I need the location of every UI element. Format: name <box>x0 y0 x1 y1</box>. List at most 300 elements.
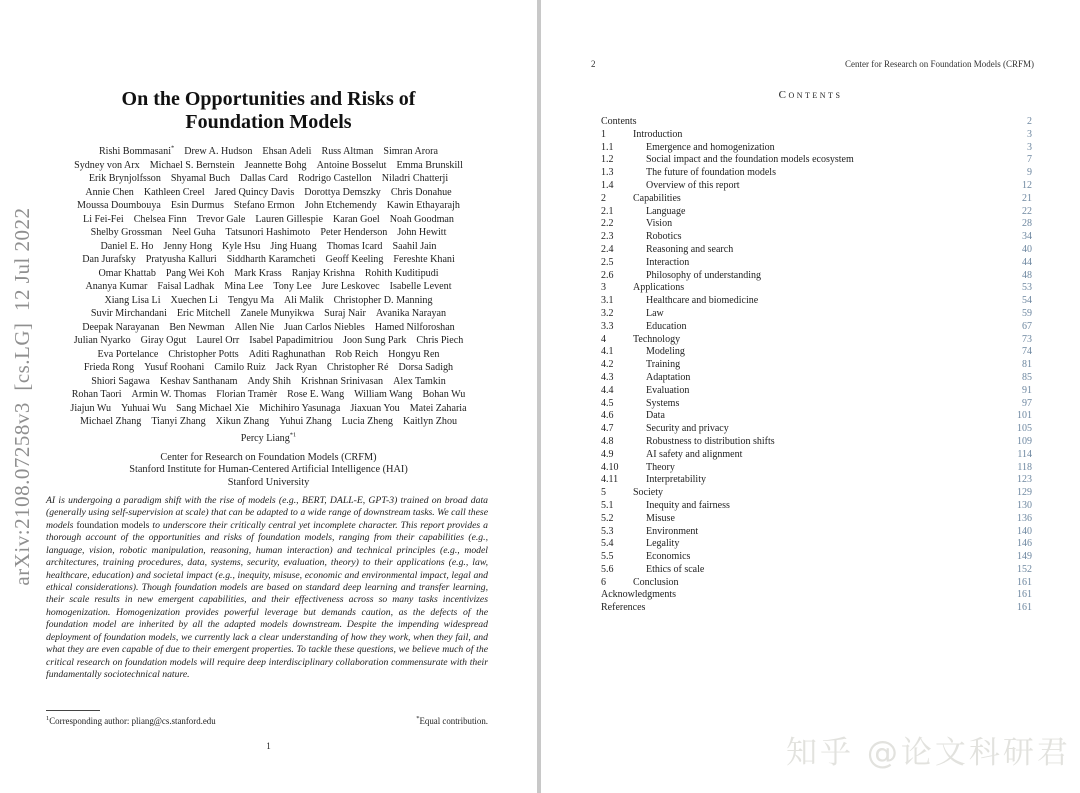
author-name: Rose E. Wang <box>287 389 345 401</box>
running-header <box>591 59 1034 69</box>
toc-entry-label: Data <box>646 410 665 422</box>
toc-entry-number: 4.7 <box>601 423 614 435</box>
author-name: Thomas Icard <box>326 240 383 252</box>
author-name: Yusuf Roohani <box>144 362 205 374</box>
author-name: Eric Mitchell <box>176 308 231 320</box>
toc-entry-number: 4.5 <box>601 397 614 409</box>
toc-entry-page[interactable]: 97 <box>1022 397 1032 409</box>
author-line <box>0 334 537 348</box>
toc-entry[interactable] <box>601 474 1032 487</box>
toc-entry-page[interactable]: 67 <box>1022 320 1032 332</box>
toc-entry-number: 3.2 <box>601 307 614 319</box>
toc-entry-label: Inequity and fairness <box>646 499 730 511</box>
page-number-right: 2 <box>591 59 596 69</box>
toc-entry[interactable] <box>601 500 1032 513</box>
author-name: Ranjay Krishna <box>291 267 355 279</box>
toc-entry-label: Conclusion <box>633 576 679 588</box>
author-name: Xiang Lisa Li <box>104 294 161 306</box>
author-line <box>0 172 537 186</box>
author-name: Jure Leskovec <box>321 281 380 293</box>
toc-entry-number: 1.4 <box>601 179 614 191</box>
author-name: Chris Piech <box>416 335 464 347</box>
author-name: Jiajun Wu <box>70 402 112 414</box>
author-line <box>0 294 537 308</box>
contents-heading: Contents <box>778 89 843 101</box>
toc-entry-label: Society <box>633 487 663 499</box>
toc-entry-number: 5.3 <box>601 525 614 537</box>
toc-entry-page[interactable]: 59 <box>1022 307 1032 319</box>
toc-entry-page[interactable]: 146 <box>1017 538 1032 550</box>
toc-entry[interactable] <box>601 270 1032 283</box>
author-line <box>0 253 537 267</box>
toc-entry-page[interactable]: 149 <box>1017 551 1032 563</box>
author-name: Tengyu Ma <box>227 294 275 306</box>
author-line <box>0 375 537 389</box>
toc-entry[interactable] <box>601 334 1032 347</box>
toc-entry-number: 5.1 <box>601 499 614 511</box>
author-name: Zanele Munyikwa <box>240 308 315 320</box>
author-name: Esin Durmus <box>170 200 224 212</box>
toc-entry-number: 4.8 <box>601 435 614 447</box>
author-name: Fereshte Khani <box>393 254 455 266</box>
author-name: Suraj Nair <box>324 308 366 320</box>
affiliation-line: Stanford Institute for Human-Centered Artificial Intelligence (HAI) <box>129 464 408 476</box>
toc-entry-page[interactable]: 118 <box>1017 461 1032 473</box>
author-name: John Hewitt <box>397 227 447 239</box>
toc-list <box>601 116 1032 615</box>
toc-entry-label: Theory <box>646 461 675 473</box>
author-name: Neel Guha <box>172 227 216 239</box>
author-line <box>0 267 537 281</box>
author-name: Rodrigo Castellon <box>297 173 372 185</box>
author-name: Mark Krass <box>234 267 282 279</box>
toc-entry[interactable] <box>601 244 1032 257</box>
author-name: Chelsea Finn <box>133 213 187 225</box>
author-name: Florian Tramèr <box>216 389 278 401</box>
author-name: Daniel E. Ho <box>100 240 154 252</box>
author-name: Joon Sung Park <box>343 335 407 347</box>
author-line <box>0 240 537 254</box>
toc-entry[interactable] <box>601 423 1032 436</box>
toc-entry[interactable] <box>601 295 1032 308</box>
author-name: Antoine Bosselut <box>316 159 387 171</box>
toc-entry-page[interactable]: 9 <box>1027 167 1032 179</box>
author-name: Sang Michael Xie <box>176 402 250 414</box>
author-name: Mina Lee <box>224 281 264 293</box>
toc-entry-page[interactable]: 114 <box>1017 448 1032 460</box>
author-name: Ben Newman <box>169 321 225 333</box>
toc-entry-page[interactable]: 161 <box>1017 576 1032 588</box>
author-name: Aditi Raghunathan <box>248 348 326 360</box>
toc-entry-number: 5.4 <box>601 538 614 550</box>
toc-entry-number: 4.10 <box>601 461 619 473</box>
author-name: Hongyu Ren <box>388 348 440 360</box>
author-name: Matei Zaharia <box>409 402 467 414</box>
author-name: Karan Goel <box>332 213 380 225</box>
toc-entry-number: 4.6 <box>601 410 614 422</box>
toc-entry-number: 2.1 <box>601 205 614 217</box>
author-line <box>0 199 537 213</box>
author-name: Omar Khattab <box>98 267 156 279</box>
toc-entry[interactable] <box>601 129 1032 142</box>
running-header-title: Center for Research on Foundation Models (CRFM) <box>845 59 1034 69</box>
toc-entry[interactable] <box>601 346 1032 359</box>
author-name: Kaitlyn Zhou <box>402 416 458 428</box>
toc-entry-page[interactable]: 161 <box>1017 589 1032 601</box>
toc-entry-page[interactable]: 105 <box>1017 423 1032 435</box>
author-name: Tony Lee <box>273 281 312 293</box>
author-name: Ali Malik <box>284 294 324 306</box>
author-name: Chris Donahue <box>390 186 452 198</box>
author-name: Rishi Bommasani* <box>98 145 175 158</box>
toc-entry[interactable] <box>601 577 1032 590</box>
toc-entry-number: 3.1 <box>601 295 614 307</box>
author-name: Keshav Santhanam <box>159 375 238 387</box>
author-name: Armin W. Thomas <box>131 389 207 401</box>
toc-entry[interactable] <box>601 487 1032 500</box>
toc-entry-page[interactable]: 73 <box>1022 333 1032 345</box>
toc-entry-label: Interpretability <box>646 474 706 486</box>
author-name: Christopher Potts <box>168 348 239 360</box>
toc-entry-page[interactable]: 54 <box>1022 295 1032 307</box>
toc-entry-number: 3 <box>601 282 606 294</box>
abstract-text-2: to underscore their critically central yet incomplete character. This report provides a thorough account of the opportunities and risks of foundation models, ranging from their capabilities (e.g., language, vision, robotic manipulation, reasoning, human interaction) and technical principles (e.g., model architectures, training procedures, data, systems, security, evaluation, theory) to their applications (e.g., law, healthcare, education) and societal impact (e.g., inequity, misuse, economic and environmental impact, legal and ethical considerations). Though foundation models are based on standard deep learning and transfer learning, their scale results in new emergent capabilities, and their effectiveness across so many tasks incentivizes homogenization. Homogenization provides powerful leverage but demands caution, as the defects of the foundation model are inherited by all the adapted models downstream. Despite the impending widespread deployment of foundation models, we currently lack a clear understanding of how they work, when they fail, and what they are even capable of due to their emergent properties. To tackle these questions, we believe much of the critical research on foundation models will require deep interdisciplinary collaboration commensurate with their fundamentally sociotechnical nature. <box>46 519 488 681</box>
author-name: Frieda Rong <box>83 362 135 374</box>
footnote-corresponding-author: $^1$Corresponding author: pliang@cs.stanford.edu <box>46 715 216 726</box>
toc-entry[interactable] <box>601 154 1032 167</box>
author-name: Russ Altman <box>321 146 374 158</box>
author-name: Michihiro Yasunaga <box>259 402 341 414</box>
toc-entry[interactable] <box>601 462 1032 475</box>
toc-entry[interactable] <box>601 410 1032 423</box>
toc-entry-page[interactable]: 140 <box>1017 525 1032 537</box>
toc-entry-number: 5.5 <box>601 551 614 563</box>
author-line <box>0 361 537 375</box>
page-number-left: 1 <box>266 741 271 751</box>
toc-entry-number: 1.3 <box>601 167 614 179</box>
author-name: Dorsa Sadigh <box>398 362 454 374</box>
affiliation-block <box>0 452 537 490</box>
toc-entry-number: 5 <box>601 487 606 499</box>
author-name: Jeannette Bohg <box>244 159 307 171</box>
author-name: Michael S. Bernstein <box>149 159 235 171</box>
toc-entry[interactable] <box>601 398 1032 411</box>
toc-entry-label: Systems <box>646 397 680 409</box>
arxiv-stamp: arXiv:2108.07258v3 [cs.LG] 12 Jul 2022 <box>10 207 34 586</box>
toc-entry-page[interactable]: 28 <box>1022 218 1032 230</box>
toc-entry-label: Education <box>646 320 687 332</box>
author-name: Kawin Ethayarajh <box>386 200 460 212</box>
title-page <box>0 0 537 793</box>
author-name: Shiori Sagawa <box>91 375 150 387</box>
author-name: Sydney von Arx <box>74 159 140 171</box>
author-name: Christopher D. Manning <box>333 294 433 306</box>
author-name: Kyle Hsu <box>222 240 261 252</box>
author-name: Laurel Orr <box>196 335 240 347</box>
toc-entry-number: 6 <box>601 576 606 588</box>
zhihu-watermark: 知乎 @论文科研君 <box>786 735 1071 771</box>
toc-entry-page[interactable]: 34 <box>1022 231 1032 243</box>
toc-entry-page[interactable]: 161 <box>1017 602 1032 614</box>
author-name: Xikun Zhang <box>215 416 270 428</box>
toc-entry[interactable] <box>601 538 1032 551</box>
toc-entry-number: 2 <box>601 192 606 204</box>
toc-entry-label: Emergence and homogenization <box>646 141 775 153</box>
toc-entry-page[interactable]: 129 <box>1017 487 1032 499</box>
toc-entry-page[interactable]: 74 <box>1022 346 1032 358</box>
author-name: Eva Portelance <box>97 348 159 360</box>
author-line <box>0 321 537 335</box>
toc-entry-page[interactable]: 22 <box>1022 205 1032 217</box>
author-name: Shyamal Buch <box>170 173 231 185</box>
toc-entry-number: 3.3 <box>601 320 614 332</box>
toc-entry-number: 1.2 <box>601 154 614 166</box>
toc-entry-page[interactable]: 3 <box>1027 128 1032 140</box>
author-name: Saahil Jain <box>392 240 437 252</box>
toc-entry[interactable] <box>601 116 1032 129</box>
author-line <box>0 348 537 362</box>
author-line <box>0 226 537 240</box>
author-line <box>0 142 537 159</box>
footnote-equal-contribution: *Equal contribution. <box>416 715 488 726</box>
toc-entry-label: Interaction <box>646 256 690 268</box>
author-name: Rohan Taori <box>71 389 122 401</box>
author-name: Pratyusha Kalluri <box>145 254 217 266</box>
author-name: Noah Goodman <box>389 213 454 225</box>
toc-entry-page[interactable]: 53 <box>1022 282 1032 294</box>
toc-entry-label: Technology <box>633 333 681 345</box>
author-line <box>0 388 537 402</box>
toc-entry-number: 2.5 <box>601 256 614 268</box>
toc-entry-label: Applications <box>633 282 685 294</box>
author-name: Camilo Ruiz <box>214 362 266 374</box>
abstract-text-1: AI is undergoing a paradigm shift with the rise of models (e.g., BERT, DALL-E, GPT-3) trained on broad data (generally using self-supervision at scale) that can be adapted to a wide range of downstream tasks. We call these models <box>46 494 488 531</box>
paper-title-line2: Foundation Models <box>185 111 352 133</box>
toc-entry[interactable] <box>601 526 1032 539</box>
toc-entry[interactable] <box>601 564 1032 577</box>
contents-page <box>541 0 1080 793</box>
author-name: Hamed Nilforoshan <box>374 321 455 333</box>
affiliation-line: Stanford University <box>227 477 310 489</box>
toc-entry-label: The future of foundation models <box>646 167 776 179</box>
toc-entry-label: AI safety and alignment <box>646 448 743 460</box>
toc-entry-label: Legality <box>646 538 680 550</box>
toc-entry-number: 4.2 <box>601 359 614 371</box>
author-name: Julian Nyarko <box>73 335 131 347</box>
paper-title <box>0 0 537 134</box>
author-name: Jack Ryan <box>275 362 318 374</box>
author-name: Tianyi Zhang <box>151 416 206 428</box>
toc-entry-label: Social impact and the foundation models ecosystem <box>646 154 854 166</box>
author-name: Jiaxuan You <box>350 402 400 414</box>
author-name: Dallas Card <box>240 173 288 185</box>
toc-entry[interactable] <box>601 218 1032 231</box>
toc-entry-page[interactable]: 48 <box>1022 269 1032 281</box>
author-name: Andy Shih <box>247 375 291 387</box>
author-name: Kathleen Creel <box>143 186 205 198</box>
author-line <box>0 307 537 321</box>
author-name: Li Fei-Fei <box>83 213 124 225</box>
toc-entry[interactable] <box>601 282 1032 295</box>
author-name: Moussa Doumbouya <box>77 200 161 212</box>
toc-entry-label: Reasoning and search <box>646 243 734 255</box>
footnote-block <box>46 710 488 726</box>
author-name: Jared Quincy Davis <box>214 186 295 198</box>
author-line <box>0 429 537 446</box>
toc-entry[interactable] <box>601 385 1032 398</box>
toc-entry[interactable] <box>601 231 1032 244</box>
toc-entry[interactable] <box>601 589 1032 602</box>
toc-entry-label: Ethics of scale <box>646 563 705 575</box>
toc-entry-label: Introduction <box>633 128 683 140</box>
author-name: Drew A. Hudson <box>184 146 253 158</box>
toc-entry-page[interactable]: 85 <box>1022 371 1032 383</box>
toc-entry-number: 2.3 <box>601 231 614 243</box>
author-name: Niladri Chatterji <box>381 173 449 185</box>
toc-entry[interactable] <box>601 193 1032 206</box>
author-name: Christopher Ré <box>327 362 389 374</box>
author-name: Dan Jurafsky <box>82 254 136 266</box>
author-name: Allen Nie <box>234 321 275 333</box>
author-name: Isabelle Levent <box>389 281 452 293</box>
author-name: Ehsan Adeli <box>262 146 312 158</box>
toc-entry[interactable] <box>601 142 1032 155</box>
toc-entry-label: Contents <box>601 116 637 127</box>
author-line <box>0 186 537 200</box>
toc-entry-label: Acknowledgments <box>601 589 676 601</box>
toc-entry[interactable] <box>601 436 1032 449</box>
author-name: Faisal Ladhak <box>157 281 215 293</box>
toc-entry-number: 4.11 <box>601 474 619 486</box>
toc-entry[interactable] <box>601 308 1032 321</box>
toc-entry-label: Environment <box>646 525 699 537</box>
toc-entry-page[interactable]: 12 <box>1022 179 1032 191</box>
toc-entry-number: 2.6 <box>601 269 614 281</box>
author-name: Geoff Keeling <box>325 254 384 266</box>
toc-entry-page[interactable]: 101 <box>1017 410 1032 422</box>
toc-entry-label: Healthcare and biomedicine <box>646 295 759 307</box>
toc-entry[interactable] <box>601 551 1032 564</box>
toc-entry[interactable] <box>601 513 1032 526</box>
author-name: Annie Chen <box>85 186 134 198</box>
toc-entry-number: 1.1 <box>601 141 614 153</box>
author-name: Dorottya Demszky <box>304 186 381 198</box>
author-name: Ananya Kumar <box>85 281 148 293</box>
toc-entry-number: 2.4 <box>601 243 614 255</box>
author-name: Jenny Hong <box>163 240 212 252</box>
toc-entry[interactable] <box>601 167 1032 180</box>
author-name: Suvir Mirchandani <box>90 308 167 320</box>
author-name: Simran Arora <box>383 146 439 158</box>
author-name: Michael Zhang <box>79 416 142 428</box>
toc-entry-page[interactable]: 136 <box>1017 512 1032 524</box>
toc-entry-number: 2.2 <box>601 218 614 230</box>
affiliation-line: Center for Research on Foundation Models (CRFM) <box>160 451 377 463</box>
toc-entry-number: 5.2 <box>601 512 614 524</box>
toc-entry[interactable] <box>601 602 1032 615</box>
toc-entry-page[interactable]: 81 <box>1022 359 1032 371</box>
author-name: Siddharth Karamcheti <box>226 254 316 266</box>
toc-entry-page[interactable]: 21 <box>1022 192 1032 204</box>
toc-entry-page[interactable]: 109 <box>1017 435 1032 447</box>
toc-entry-page[interactable]: 123 <box>1017 474 1032 486</box>
author-name: John Etchemendy <box>304 200 377 212</box>
toc-entry-label: Adaptation <box>646 371 691 383</box>
toc-entry-number: 4.4 <box>601 384 614 396</box>
toc-entry-label: Robotics <box>646 231 682 243</box>
author-name: Bohan Wu <box>422 389 466 401</box>
author-line <box>0 402 537 416</box>
toc-entry-label: Training <box>646 359 681 371</box>
author-name: Deepak Narayanan <box>82 321 160 333</box>
author-name: Juan Carlos Niebles <box>284 321 365 333</box>
toc-entry-page[interactable]: 130 <box>1017 499 1032 511</box>
author-name: Rohith Kuditipudi <box>364 267 439 279</box>
author-name: Stefano Ermon <box>233 200 295 212</box>
toc-entry-number: 5.6 <box>601 563 614 575</box>
toc-entry-page[interactable]: 152 <box>1017 563 1032 575</box>
abstract <box>46 495 488 682</box>
toc-entry-page[interactable]: 2 <box>1027 116 1032 127</box>
toc-entry-number: 4 <box>601 333 606 345</box>
toc-entry-label: Philosophy of understanding <box>646 269 761 281</box>
author-line <box>0 213 537 227</box>
toc-entry-label: Misuse <box>646 512 675 524</box>
author-name: Krishnan Srinivasan <box>300 375 384 387</box>
author-name: Lucia Zheng <box>341 416 393 428</box>
toc-entry-number: 4.3 <box>601 371 614 383</box>
toc-entry[interactable] <box>601 180 1032 193</box>
author-name: Shelby Grossman <box>90 227 163 239</box>
author-name: Rob Reich <box>335 348 379 360</box>
toc-entry[interactable] <box>601 372 1032 385</box>
author-name: Pang Wei Koh <box>165 267 225 279</box>
toc-entry-number: 4.1 <box>601 346 614 358</box>
toc-entry[interactable] <box>601 359 1032 372</box>
toc-entry-page[interactable]: 3 <box>1027 141 1032 153</box>
author-name: Giray Ogut <box>140 335 187 347</box>
toc-entry-label: Law <box>646 307 664 319</box>
toc-entry-label: Evaluation <box>646 384 690 396</box>
toc-entry[interactable] <box>601 449 1032 462</box>
toc-entry-page[interactable]: 44 <box>1022 256 1032 268</box>
author-name: William Wang <box>354 389 413 401</box>
author-name: Jing Huang <box>270 240 317 252</box>
toc-entry-page[interactable]: 91 <box>1022 384 1032 396</box>
author-name: Alex Tamkin <box>393 375 446 387</box>
toc-entry-label: Modeling <box>646 346 685 358</box>
toc-entry-label: Security and privacy <box>646 423 729 435</box>
toc-entry-label: Capabilities <box>633 192 681 204</box>
toc-entry-number: 1 <box>601 128 606 140</box>
toc-entry-label: Language <box>646 205 686 217</box>
author-line <box>0 280 537 294</box>
author-name: Isabel Papadimitriou <box>249 335 334 347</box>
toc-entry[interactable] <box>601 321 1032 334</box>
toc-entry-label: Vision <box>646 218 673 230</box>
toc-entry[interactable] <box>601 257 1032 270</box>
author-name: Yuhui Zhang <box>279 416 332 428</box>
toc-entry-page[interactable]: 7 <box>1027 154 1032 166</box>
author-name: Emma Brunskill <box>396 159 463 171</box>
footnote-rule <box>46 710 100 711</box>
author-name: Lauren Gillespie <box>255 213 323 225</box>
author-line <box>0 415 537 429</box>
toc-entry-page[interactable]: 40 <box>1022 243 1032 255</box>
toc-entry[interactable] <box>601 206 1032 219</box>
author-line <box>0 159 537 173</box>
author-name: Trevor Gale <box>196 213 246 225</box>
